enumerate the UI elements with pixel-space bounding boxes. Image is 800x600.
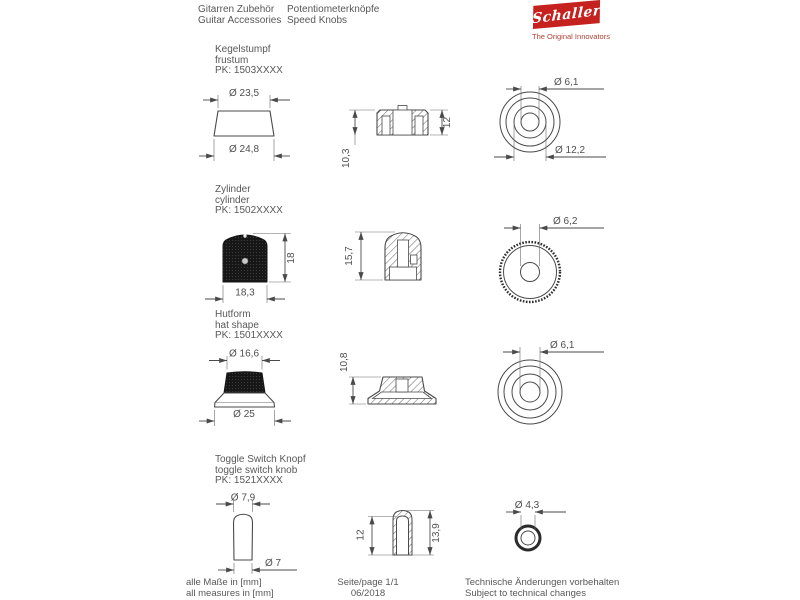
dim-label: Ø 7,9 xyxy=(230,492,256,504)
dim-label: Ø 6,1 xyxy=(554,77,579,88)
hat-front-view xyxy=(195,345,325,437)
logo-tagline: The Original Innovators xyxy=(532,32,610,41)
dim-label: Ø 6,2 xyxy=(553,216,578,227)
cylinder-section-drawing xyxy=(344,232,421,280)
header-product-group xyxy=(198,5,281,26)
dim-label: 10,3 xyxy=(341,148,352,168)
product-group-en: Guitar Accessories xyxy=(198,14,282,26)
section-name-en: toggle switch knob xyxy=(215,464,298,476)
dim-label: Ø 24,8 xyxy=(228,144,260,155)
toggle-front-drawing xyxy=(216,493,297,575)
header-product-type xyxy=(287,5,379,26)
dim-label: 12 xyxy=(442,116,453,129)
section-pk-code: PK: 1521XXXX xyxy=(215,475,283,486)
hat-top-view xyxy=(478,335,613,435)
dim-label: 18,3 xyxy=(235,287,255,299)
dim-label: Ø 23,5 xyxy=(228,88,260,99)
cylinder-section-view xyxy=(335,215,455,310)
toggle-section-drawing xyxy=(356,511,443,556)
dim-label: Ø 16,6 xyxy=(228,348,260,360)
section-label-hat-shape xyxy=(215,310,283,342)
frustum-section-drawing xyxy=(341,106,453,169)
section-label-toggle-switch xyxy=(215,455,306,487)
schaller-logo xyxy=(533,0,600,29)
footer-notice-de: Technische Änderungen vorbehalten xyxy=(465,577,620,588)
frustum-top-drawing xyxy=(494,77,606,161)
section-name-de: Hutform xyxy=(215,309,251,320)
product-group-de: Gitarren Zubehör xyxy=(198,4,275,15)
toggle-top-drawing xyxy=(506,500,566,550)
product-type-en: Speed Knobs xyxy=(287,14,348,26)
dim-label: 13,9 xyxy=(431,523,442,543)
footer-page-info xyxy=(318,578,418,599)
cylinder-front-view xyxy=(195,215,325,310)
schaller-logo-text: Schaller xyxy=(531,2,602,27)
dim-label: 10,8 xyxy=(339,352,350,372)
section-pk-code: PK: 1503XXXX xyxy=(215,65,283,76)
section-name-de: Toggle Switch Knopf xyxy=(215,454,306,465)
section-name-en: cylinder xyxy=(215,194,250,206)
section-pk-code: PK: 1501XXXX xyxy=(215,330,283,341)
section-pk-code: PK: 1502XXXX xyxy=(215,205,283,216)
toggle-section-view xyxy=(345,490,455,582)
dim-label: Ø 4,3 xyxy=(514,500,540,511)
hat-front-drawing xyxy=(199,349,291,427)
toggle-top-view xyxy=(478,490,613,582)
cylinder-front-drawing xyxy=(205,234,297,304)
section-name-de: Zylinder xyxy=(215,184,251,195)
section-name-en: frustum xyxy=(215,54,249,66)
frustum-section-view xyxy=(335,85,455,175)
footer-measures-de: alle Maße in [mm] xyxy=(186,577,262,588)
section-label-frustum xyxy=(215,45,283,77)
section-name-de: Kegelstumpf xyxy=(215,44,271,55)
footer-date: 06/2018 xyxy=(350,587,386,599)
section-name-en: hat shape xyxy=(215,319,259,331)
section-label-cylinder xyxy=(215,185,283,217)
frustum-top-view xyxy=(478,75,613,170)
dim-label: Ø 6,1 xyxy=(550,340,575,351)
dim-label: 18 xyxy=(286,252,297,264)
hat-top-drawing xyxy=(498,340,604,424)
hat-section-view xyxy=(335,340,455,435)
dim-label: 15,7 xyxy=(344,246,355,266)
footer-measures-en: all measures in [mm] xyxy=(186,587,274,599)
dim-label: 12 xyxy=(355,529,367,541)
dim-label: Ø 25 xyxy=(233,409,255,420)
cylinder-top-drawing xyxy=(500,216,604,302)
dim-label: Ø 12,2 xyxy=(555,145,586,156)
hat-section-drawing xyxy=(339,352,436,404)
dim-label: Ø 7 xyxy=(265,558,282,569)
product-type-de: Potentiometerknöpfe xyxy=(287,4,380,15)
footer-notice-en: Subject to technical changes xyxy=(465,587,586,599)
footer-notice xyxy=(465,578,619,599)
cylinder-top-view xyxy=(478,210,613,310)
frustum-front-view xyxy=(195,85,325,170)
toggle-front-view xyxy=(195,490,325,582)
footer-measures xyxy=(186,578,274,599)
footer-page: Seite/page 1/1 xyxy=(337,577,399,588)
frustum-front-drawing xyxy=(199,88,290,161)
